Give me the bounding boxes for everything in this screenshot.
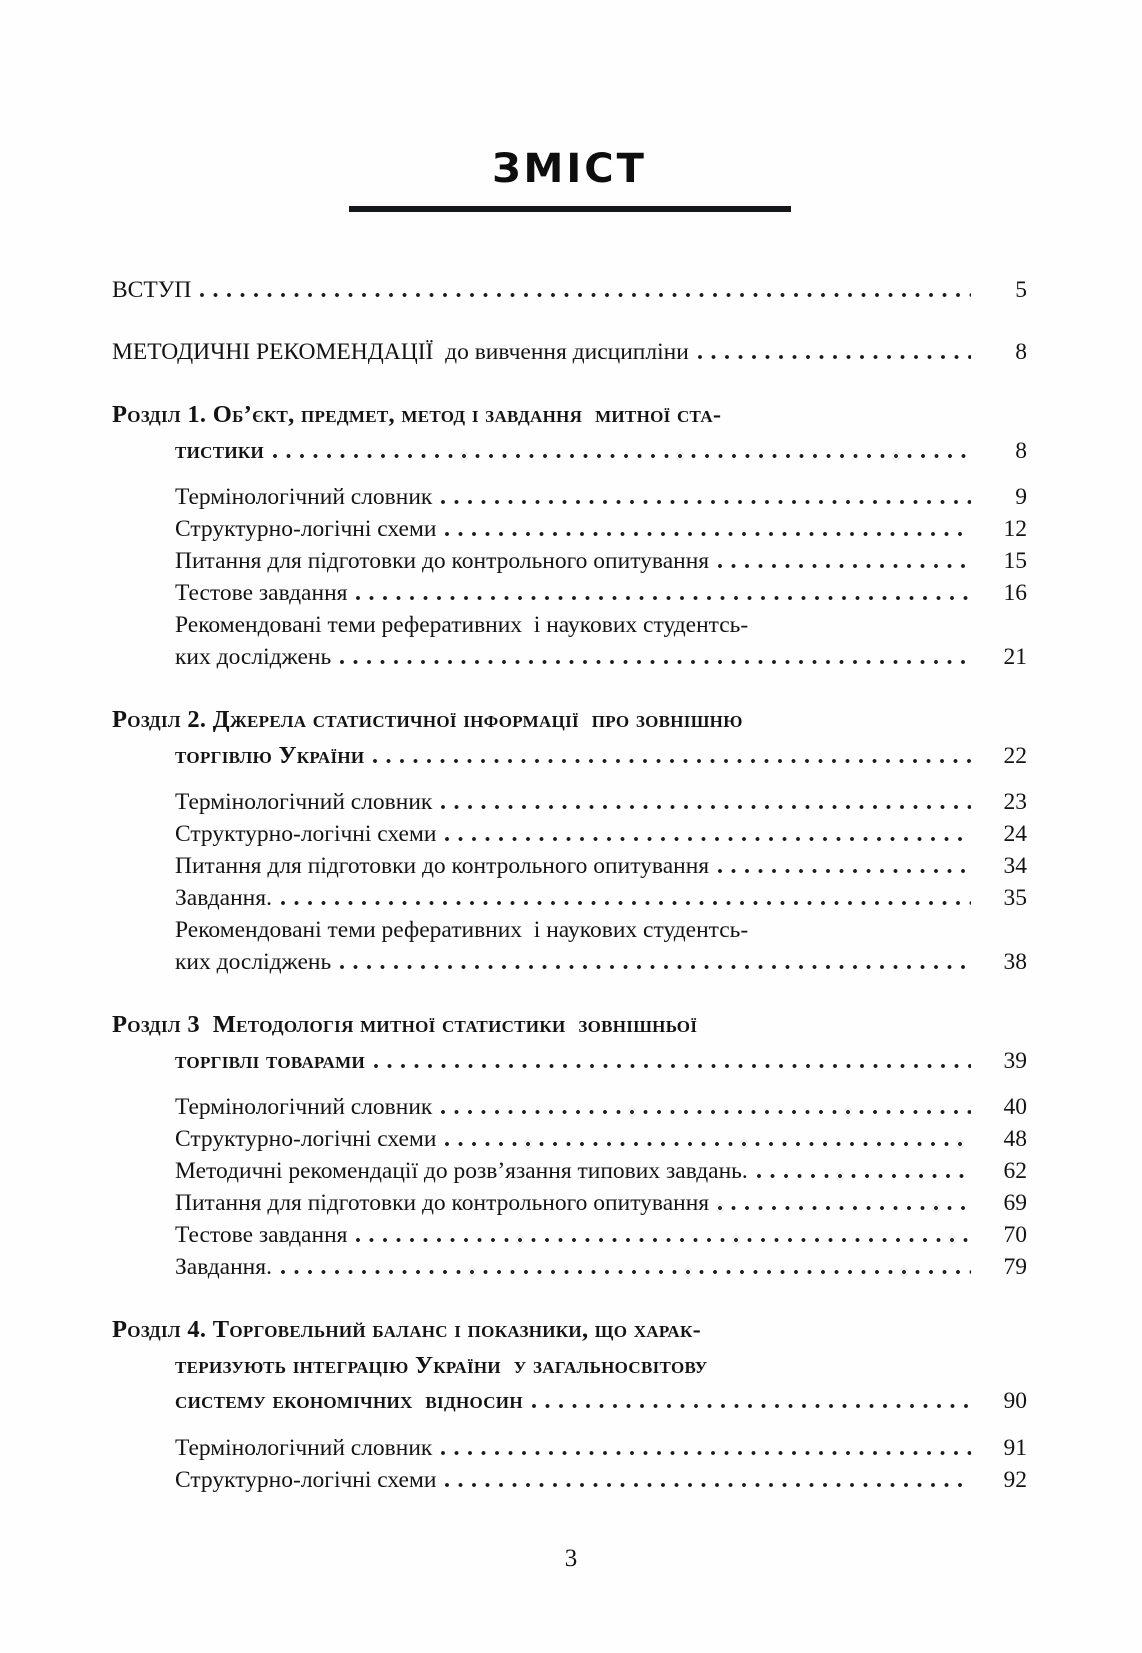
toc-page-number: 35	[1003, 885, 1027, 911]
toc-entry	[112, 850, 1027, 882]
toc-line	[175, 882, 1027, 914]
dot-leader	[445, 837, 971, 841]
toc-line	[175, 1383, 1027, 1420]
toc-page-number: 24	[1003, 821, 1027, 847]
toc-line	[175, 850, 1027, 882]
toc-entry	[112, 1091, 1027, 1123]
toc-label: Термінологічний словник	[175, 1434, 433, 1461]
toc-page-number: 69	[1003, 1190, 1027, 1216]
footer-page-number: 3	[564, 1545, 578, 1572]
toc-label: тистики	[175, 436, 265, 464]
toc-entry	[112, 914, 1027, 978]
toc-label: Структурно-логічні схеми	[175, 1126, 437, 1152]
dot-leader	[356, 1238, 971, 1242]
dot-leader	[698, 355, 971, 359]
toc-label: Структурно-логічні схеми	[175, 821, 437, 847]
toc-line	[175, 818, 1027, 850]
toc-entry	[112, 1432, 1027, 1464]
toc-label: Структурно-логічні схеми	[175, 516, 437, 542]
toc-entry	[112, 1219, 1027, 1251]
dot-leader	[445, 1483, 971, 1487]
dot-leader	[356, 596, 971, 600]
toc-label: Термінологічний словник	[175, 484, 433, 510]
toc-line	[175, 1155, 1027, 1187]
toc-label: Структурно-логічні схеми	[175, 1466, 437, 1493]
dot-leader	[532, 1404, 971, 1408]
toc-label: торгівлі товарами	[175, 1046, 365, 1074]
toc-label: Тестове завдання	[175, 1222, 348, 1248]
toc-line	[175, 1464, 1027, 1496]
toc-label: Термінологічний словник	[175, 1094, 433, 1120]
toc-page-number: 23	[1003, 789, 1027, 815]
title-rule	[349, 206, 791, 212]
toc-entry	[112, 577, 1027, 609]
toc-label: Рекомендовані теми реферативних і наукових студентсь-	[175, 917, 749, 943]
toc-list	[112, 274, 1027, 1496]
toc-entry	[112, 818, 1027, 850]
toc-line	[175, 545, 1027, 577]
toc-line	[175, 1219, 1027, 1251]
toc-page-number: 8	[1015, 437, 1027, 464]
toc-line	[175, 1187, 1027, 1219]
toc-label: торгівлю України	[175, 741, 365, 769]
toc-page-number: 8	[1015, 339, 1027, 365]
toc-label: ких досліджень	[175, 644, 332, 670]
toc-page-number: 22	[1003, 742, 1027, 769]
toc-page-number: 39	[1003, 1047, 1027, 1074]
toc-entry	[112, 481, 1027, 513]
toc-line	[175, 914, 1027, 946]
toc-line	[175, 433, 1027, 470]
toc-entry	[112, 1312, 1027, 1420]
dot-leader	[273, 454, 971, 458]
dot-leader	[374, 1064, 971, 1068]
toc-label: Методичні рекомендації до розв’язання типових завдань.	[175, 1158, 748, 1184]
toc-label: Розділ 1. Об’єкт, предмет, метод і завдання митної ста-	[112, 401, 722, 428]
toc-entry	[112, 702, 1027, 774]
toc-content	[112, 0, 1027, 1496]
toc-line	[175, 641, 1027, 673]
dot-leader	[441, 1451, 971, 1455]
toc-line	[112, 336, 1027, 368]
dot-leader	[281, 1270, 971, 1274]
toc-label: до вивчення дисципліни	[433, 339, 689, 365]
toc-label: Термінологічний словник	[175, 789, 433, 815]
dot-leader	[445, 532, 971, 536]
page-title: ЗМІСТ	[492, 146, 647, 192]
toc-line	[175, 738, 1027, 775]
toc-line	[175, 1348, 1027, 1384]
toc-label: Питання для підготовки до контрольного опитування	[175, 853, 710, 879]
toc-line	[112, 397, 1027, 433]
toc-entry	[112, 786, 1027, 818]
toc-page-number: 12	[1003, 516, 1027, 542]
toc-label: систему економічних відносин	[175, 1387, 523, 1414]
toc-page-number: 5	[1015, 277, 1027, 303]
toc-label-caps: МЕТОДИЧНІ РЕКОМЕНДАЦІЇ	[112, 339, 434, 365]
toc-line	[175, 1251, 1027, 1283]
toc-page-number: 21	[1003, 644, 1027, 670]
toc-page-number: 38	[1003, 949, 1027, 975]
toc-label: Завдання.	[175, 885, 272, 911]
dot-leader	[373, 759, 971, 763]
toc-page-number: 92	[1003, 1466, 1027, 1493]
dot-leader	[340, 660, 971, 664]
toc-label: Розділ 4. Торговельний баланс і показники, що харак-	[112, 1316, 702, 1343]
toc-entry	[112, 1007, 1027, 1079]
toc-page-number: 34	[1003, 853, 1027, 879]
dot-leader	[281, 901, 971, 905]
toc-label: Завдання.	[175, 1254, 272, 1280]
dot-leader	[340, 965, 971, 969]
toc-page-number: 62	[1003, 1158, 1027, 1184]
toc-label: Рекомендовані теми реферативних і наукових студентсь-	[175, 612, 749, 638]
toc-entry	[112, 1187, 1027, 1219]
toc-entry	[112, 397, 1027, 469]
toc-label: ких досліджень	[175, 949, 332, 975]
toc-line	[175, 513, 1027, 545]
dot-leader	[200, 293, 971, 297]
toc-page-number: 70	[1003, 1222, 1027, 1248]
toc-line	[112, 1312, 1027, 1348]
toc-line	[175, 786, 1027, 818]
dot-leader	[718, 869, 971, 873]
toc-entry	[112, 336, 1027, 368]
toc-line	[175, 1091, 1027, 1123]
dot-leader	[441, 1110, 971, 1114]
toc-page-number: 79	[1003, 1254, 1027, 1280]
toc-page-number: 40	[1003, 1094, 1027, 1120]
toc-line	[112, 1007, 1027, 1043]
toc-label: теризують інтеграцію України у загальносвітову	[175, 1351, 708, 1379]
toc-page-number: 9	[1015, 484, 1027, 510]
toc-entry	[112, 274, 1027, 306]
toc-label: ВСТУП	[112, 277, 192, 303]
toc-line	[175, 609, 1027, 641]
toc-entry	[112, 1123, 1027, 1155]
toc-page-number: 90	[1003, 1388, 1027, 1414]
toc-label: Питання для підготовки до контрольного опитування	[175, 548, 710, 574]
toc-entry	[112, 1251, 1027, 1283]
dot-leader	[441, 500, 971, 504]
dot-leader	[718, 1206, 971, 1210]
toc-page-number: 16	[1003, 580, 1027, 606]
toc-entry	[112, 513, 1027, 545]
toc-page-number: 91	[1003, 1434, 1027, 1461]
dot-leader	[445, 1142, 971, 1146]
toc-line	[175, 946, 1027, 978]
toc-line	[112, 702, 1027, 738]
toc-entry	[112, 545, 1027, 577]
toc-line	[175, 1123, 1027, 1155]
toc-line	[175, 1043, 1027, 1080]
dot-leader	[757, 1174, 971, 1178]
toc-entry	[112, 882, 1027, 914]
toc-line	[175, 1432, 1027, 1464]
toc-entry	[112, 609, 1027, 673]
toc-line	[175, 577, 1027, 609]
toc-page-number: 48	[1003, 1126, 1027, 1152]
toc-label: Тестове завдання	[175, 580, 348, 606]
toc-label: Розділ 2. Джерела статистичної інформації про зовнішню	[112, 706, 743, 733]
dot-leader	[441, 805, 971, 809]
toc-entry	[112, 1464, 1027, 1496]
toc-page-number: 15	[1003, 548, 1027, 574]
toc-label: Розділ 3 Методологія митної статистики зовнішньої	[112, 1011, 698, 1038]
toc-line	[175, 481, 1027, 513]
toc-line	[112, 274, 1027, 306]
toc-entry	[112, 1155, 1027, 1187]
dot-leader	[718, 564, 971, 568]
toc-label: Питання для підготовки до контрольного опитування	[175, 1190, 710, 1216]
